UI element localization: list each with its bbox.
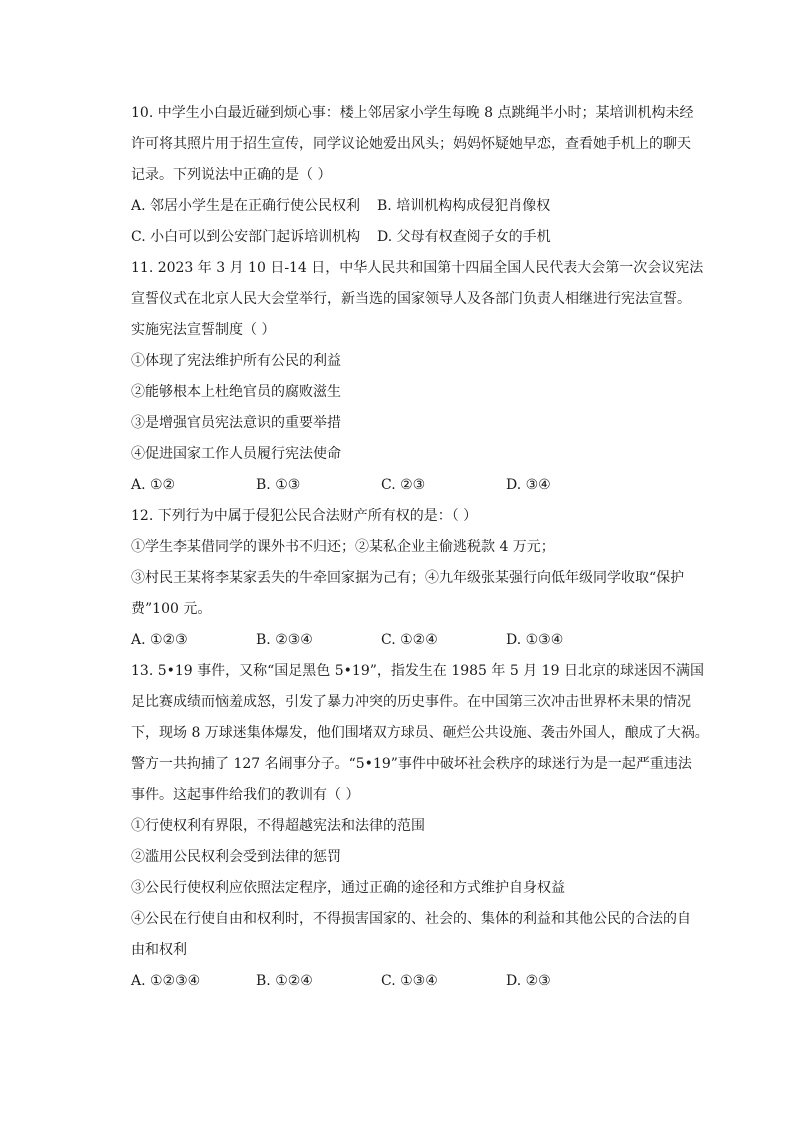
question-12 <box>131 501 697 656</box>
question-10-options-row-2 <box>131 222 697 253</box>
question-11 <box>131 253 704 501</box>
question-13-statement-4-line-1: ④公民在行使自由和权利时，不得损害国家的、社会的、集体的利益和其他公民的合法的自 <box>131 911 691 927</box>
question-11-options <box>131 470 697 501</box>
question-12-option-d[interactable]: D. ①③④ <box>506 632 564 648</box>
question-12-option-a[interactable]: A. ①②③ <box>131 632 188 648</box>
question-11-option-b[interactable]: B. ①③ <box>256 477 301 493</box>
question-13-stem-line-5: 事件。这起事件给我们的教训有（ ） <box>131 787 360 803</box>
question-13-statement-1: ①行使权利有界限，不得超越宪法和法律的范围 <box>131 818 425 834</box>
question-13 <box>131 656 709 997</box>
question-10-option-d[interactable]: D. 父母有权查阅子女的手机 <box>377 229 551 245</box>
question-11-option-c[interactable]: C. ②③ <box>381 477 426 493</box>
question-13-statement-2: ②滥用公民权利会受到法律的惩罚 <box>131 849 341 865</box>
question-10-option-c[interactable]: C. 小白可以到公安部门起诉培训机构 <box>131 229 361 245</box>
question-13-option-b[interactable]: B. ①②④ <box>256 973 313 989</box>
question-13-options <box>131 966 697 997</box>
question-13-option-c[interactable]: C. ①③④ <box>381 973 438 989</box>
question-11-statement-1: ①体现了宪法维护所有公民的利益 <box>131 353 341 369</box>
question-13-stem-line-2: 足比赛成绩而恼羞成怒，引发了暴力冲突的历史事件。在中国第三次冲击世界杯未果的情况 <box>131 694 691 710</box>
question-12-options <box>131 625 697 656</box>
question-12-stem-line-4: 费”100 元。 <box>131 601 212 617</box>
question-12-option-b[interactable]: B. ②③④ <box>256 632 313 648</box>
question-10-stem-line-3: 记录。下列说法中正确的是（ ） <box>131 167 332 183</box>
question-13-statement-4-line-2: 由和权利 <box>131 942 187 958</box>
question-list <box>131 98 709 997</box>
question-13-statement-3: ③公民行使权利应依照法定程序，通过正确的途径和方式维护自身权益 <box>131 880 565 896</box>
question-11-option-a[interactable]: A. ①② <box>131 477 176 493</box>
question-13-stem-line-4: 警方一共拘捕了 127 名闹事分子。“5•19”事件中破坏社会秩序的球迷行为是一起严重违法 <box>131 756 692 772</box>
question-10-option-b[interactable]: B. 培训机构构成侵犯肖像权 <box>377 198 551 214</box>
question-10-stem-line-1: 10. 中学生小白最近碰到烦心事：楼上邻居家小学生每晚 8 点跳绳半小时；某培训机构未经 <box>131 105 694 121</box>
question-12-stem-line-3: ③村民王某将李某家丢失的牛牵回家据为己有；④九年级张某强行向低年级同学收取“保护 <box>131 570 685 586</box>
question-10-option-a[interactable]: A. 邻居小学生是在正确行使公民权利 <box>131 198 361 214</box>
question-10 <box>131 98 697 253</box>
question-11-stem-line-3: 实施宪法宣誓制度（ ） <box>131 322 276 338</box>
question-13-stem-line-3: 下，现场 8 万球迷集体爆发，他们围堵双方球员、砸烂公共设施、袭击外国人，酿成了大祸。 <box>131 725 709 741</box>
question-10-options-row-1 <box>131 191 697 222</box>
question-13-option-a[interactable]: A. ①②③④ <box>131 973 201 989</box>
question-11-stem-line-1: 11. 2023 年 3 月 10 日-14 日，中华人民共和国第十四届全国人民代表大会第一次会议宪法 <box>131 260 704 276</box>
question-11-stem-line-2: 宣誓仪式在北京人民大会堂举行，新当选的国家领导人及各部门负责人相继进行宪法宣誓。 <box>131 291 691 307</box>
question-12-stem-line-2: ①学生李某借同学的课外书不归还；②某私企业主偷逃税款 4 万元； <box>131 539 555 555</box>
question-11-option-d[interactable]: D. ③④ <box>506 477 551 493</box>
question-13-stem-line-1: 13. 5•19 事件，又称“国足黑色 5•19”，指发生在 1985 年 5 月 19 日北京的球迷因不满国 <box>131 663 704 679</box>
question-13-option-d[interactable]: D. ②③ <box>506 973 551 989</box>
question-11-statement-2: ②能够根本上杜绝官员的腐败滋生 <box>131 384 341 400</box>
question-11-statement-4: ④促进国家工作人员履行宪法使命 <box>131 446 341 462</box>
question-12-stem-line-1: 12. 下列行为中属于侵犯公民合法财产所有权的是：（ ） <box>131 508 478 524</box>
question-11-statement-3: ③是增强官员宪法意识的重要举措 <box>131 415 341 431</box>
question-10-stem-line-2: 许可将其照片用于招生宣传，同学议论她爱出风头；妈妈怀疑她早恋，查看她手机上的聊天 <box>131 136 691 152</box>
question-12-option-c[interactable]: C. ①②④ <box>381 632 438 648</box>
